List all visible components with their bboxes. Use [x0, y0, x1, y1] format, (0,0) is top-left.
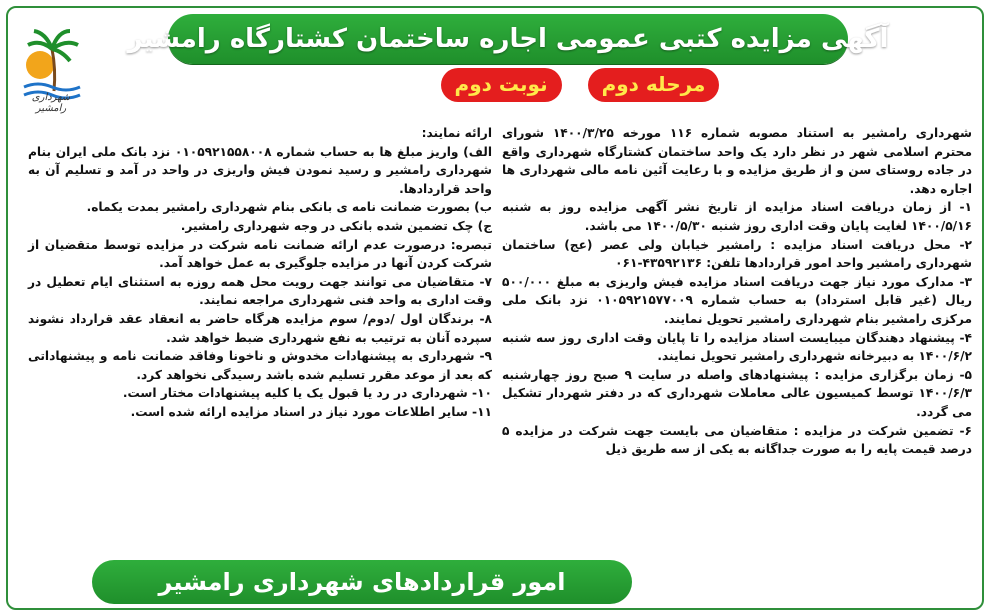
clause-6-note: تبصره: درصورت عدم ارائه ضمانت نامه شرکت در مزایده توسط متقضیان از شرکت کردن آنها در مزایده جلوگیری به عمل خواهد آمد. — [28, 237, 492, 271]
logo-caption: شهرداری رامشیر — [31, 92, 71, 114]
clause-11: ۱۱- سایر اطلاعات مورد نیاز در اسناد مزایده ارائه شده است. — [130, 404, 492, 419]
right-column — [502, 124, 972, 459]
clause-6-option-a: الف) واریز مبلغ ها به حساب شماره ۰۱۰۵۹۲۱۵۵۸۰۰۸ نزد بانک ملی ایران بنام شهرداری رامشیر و رسید نمودن فیش واریزی در واحد در آمد و تسلیم آن به واحد قراردادها. — [28, 144, 493, 196]
notice-title: آگهی مزایده کتبی عمومی اجاره ساختمان کشتارگاه رامشیر — [127, 24, 889, 54]
left-column — [28, 124, 492, 422]
stage-badges — [430, 68, 730, 102]
footer-banner — [92, 560, 632, 604]
intro-paragraph: شهرداری رامشیر به استناد مصوبه شماره ۱۱۶ مورخه ۱۴۰۰/۳/۲۵ شورای محترم اسلامی شهر در نظر دارد یک واحد ساختمان کشتارگاه شهرداری واقع در جاده روستای سن و از طریق مزایده و با رعایت آئین نامه مالی شهرداری ها اجاره دهد. — [502, 126, 972, 196]
clause-6-option-b: ب) بصورت ضمانت نامه ی بانکی بنام شهرداری رامشیر بمدت یکماه. — [86, 200, 492, 215]
clause-6: ۶- تضمین شرکت در مزایده : متقاضیان می بایست جهت شرکت در مزایده ۵ درصد قیمت پایه را به صورت جداگانه به یکی از سه طریق ذیل — [502, 423, 972, 457]
stage-badge: مرحله دوم — [588, 68, 720, 102]
clause-7: ۷- متقاضیان می توانند جهت رویت محل همه روزه به استثنای ایام تعطیل در وقت اداری به واحد فنی شهرداری مراجعه نمایند. — [28, 274, 492, 308]
clause-2: ۲- محل دریافت اسناد مزایده : رامشیر خیابان ولی عصر (عج) ساختمان شهرداری رامشیر واحد امور قراردادها تلفن: ۴۳۵۹۲۱۳۶-۰۶۱ — [502, 237, 972, 271]
footer-title: امور قراردادهای شهرداری رامشیر — [158, 568, 566, 596]
clause-10: ۱۰- شهرداری در رد یا قبول یک یا کلیه پیشنهادات مختار است. — [122, 386, 492, 401]
clause-9: ۹- شهرداری به پیشنهادات مخدوش و ناخونا وفاقد ضمانت نامه و پیشنهاداتی که بعد از موعد مقرر تسلیم شده باشد رسیدگی نخواهد کرد. — [28, 349, 492, 382]
clause-8: ۸- برندگان اول /دوم/ سوم مزایده هرگاه حاضر به انعقاد عقد قرارداد نشوند سپرده آنان به ترتیب به نفع شهرداری ضبط خواهد شد. — [28, 311, 492, 345]
clause-6-continued: ارائه نمایند: — [421, 126, 492, 140]
clause-6-option-c: ج) چک تضمین شده بانکی در وجه شهرداری رامشیر. — [180, 218, 492, 233]
clause-4: ۴- پیشنهاد دهندگان میبایست اسناد مزایده را تا پایان وقت اداری روز سه شنبه ۱۴۰۰/۶/۲ به دبیرخانه شهرداری رامشیر تحویل نمایند. — [502, 330, 972, 364]
clause-3: ۳- مدارک مورد نیاز جهت دریافت اسناد مزایده فیش واریزی به مبلغ ۵۰۰/۰۰۰ ریال (غیر قابل استرداد) به حساب شماره ۰۱۰۵۹۲۱۵۷۷۰۰۹ نزد بانک ملی مرکزی رامشیر بنام شهرداری رامشیر تحویل نمایند. — [502, 274, 972, 326]
header-banner — [127, 14, 889, 64]
round-badge: نوبت دوم — [441, 68, 562, 102]
clause-1: ۱- از زمان دریافت اسناد مزایده از تاریخ نشر آگهی مزایده روز به شنبه ۱۴۰۰/۵/۱۶ لغایت پایان وقت اداری روز شنبه ۱۴۰۰/۵/۳۰ می باشد. — [502, 200, 972, 233]
clause-5: ۵- زمان برگزاری مزایده : پیشنهادهای واصله در سایت ۹ صبح روز چهارشنبه ۱۴۰۰/۶/۳ توسط کمیسیون عالی معاملات شهرداری که در دفتر شهردار تشکیل می گردد. — [502, 367, 972, 419]
